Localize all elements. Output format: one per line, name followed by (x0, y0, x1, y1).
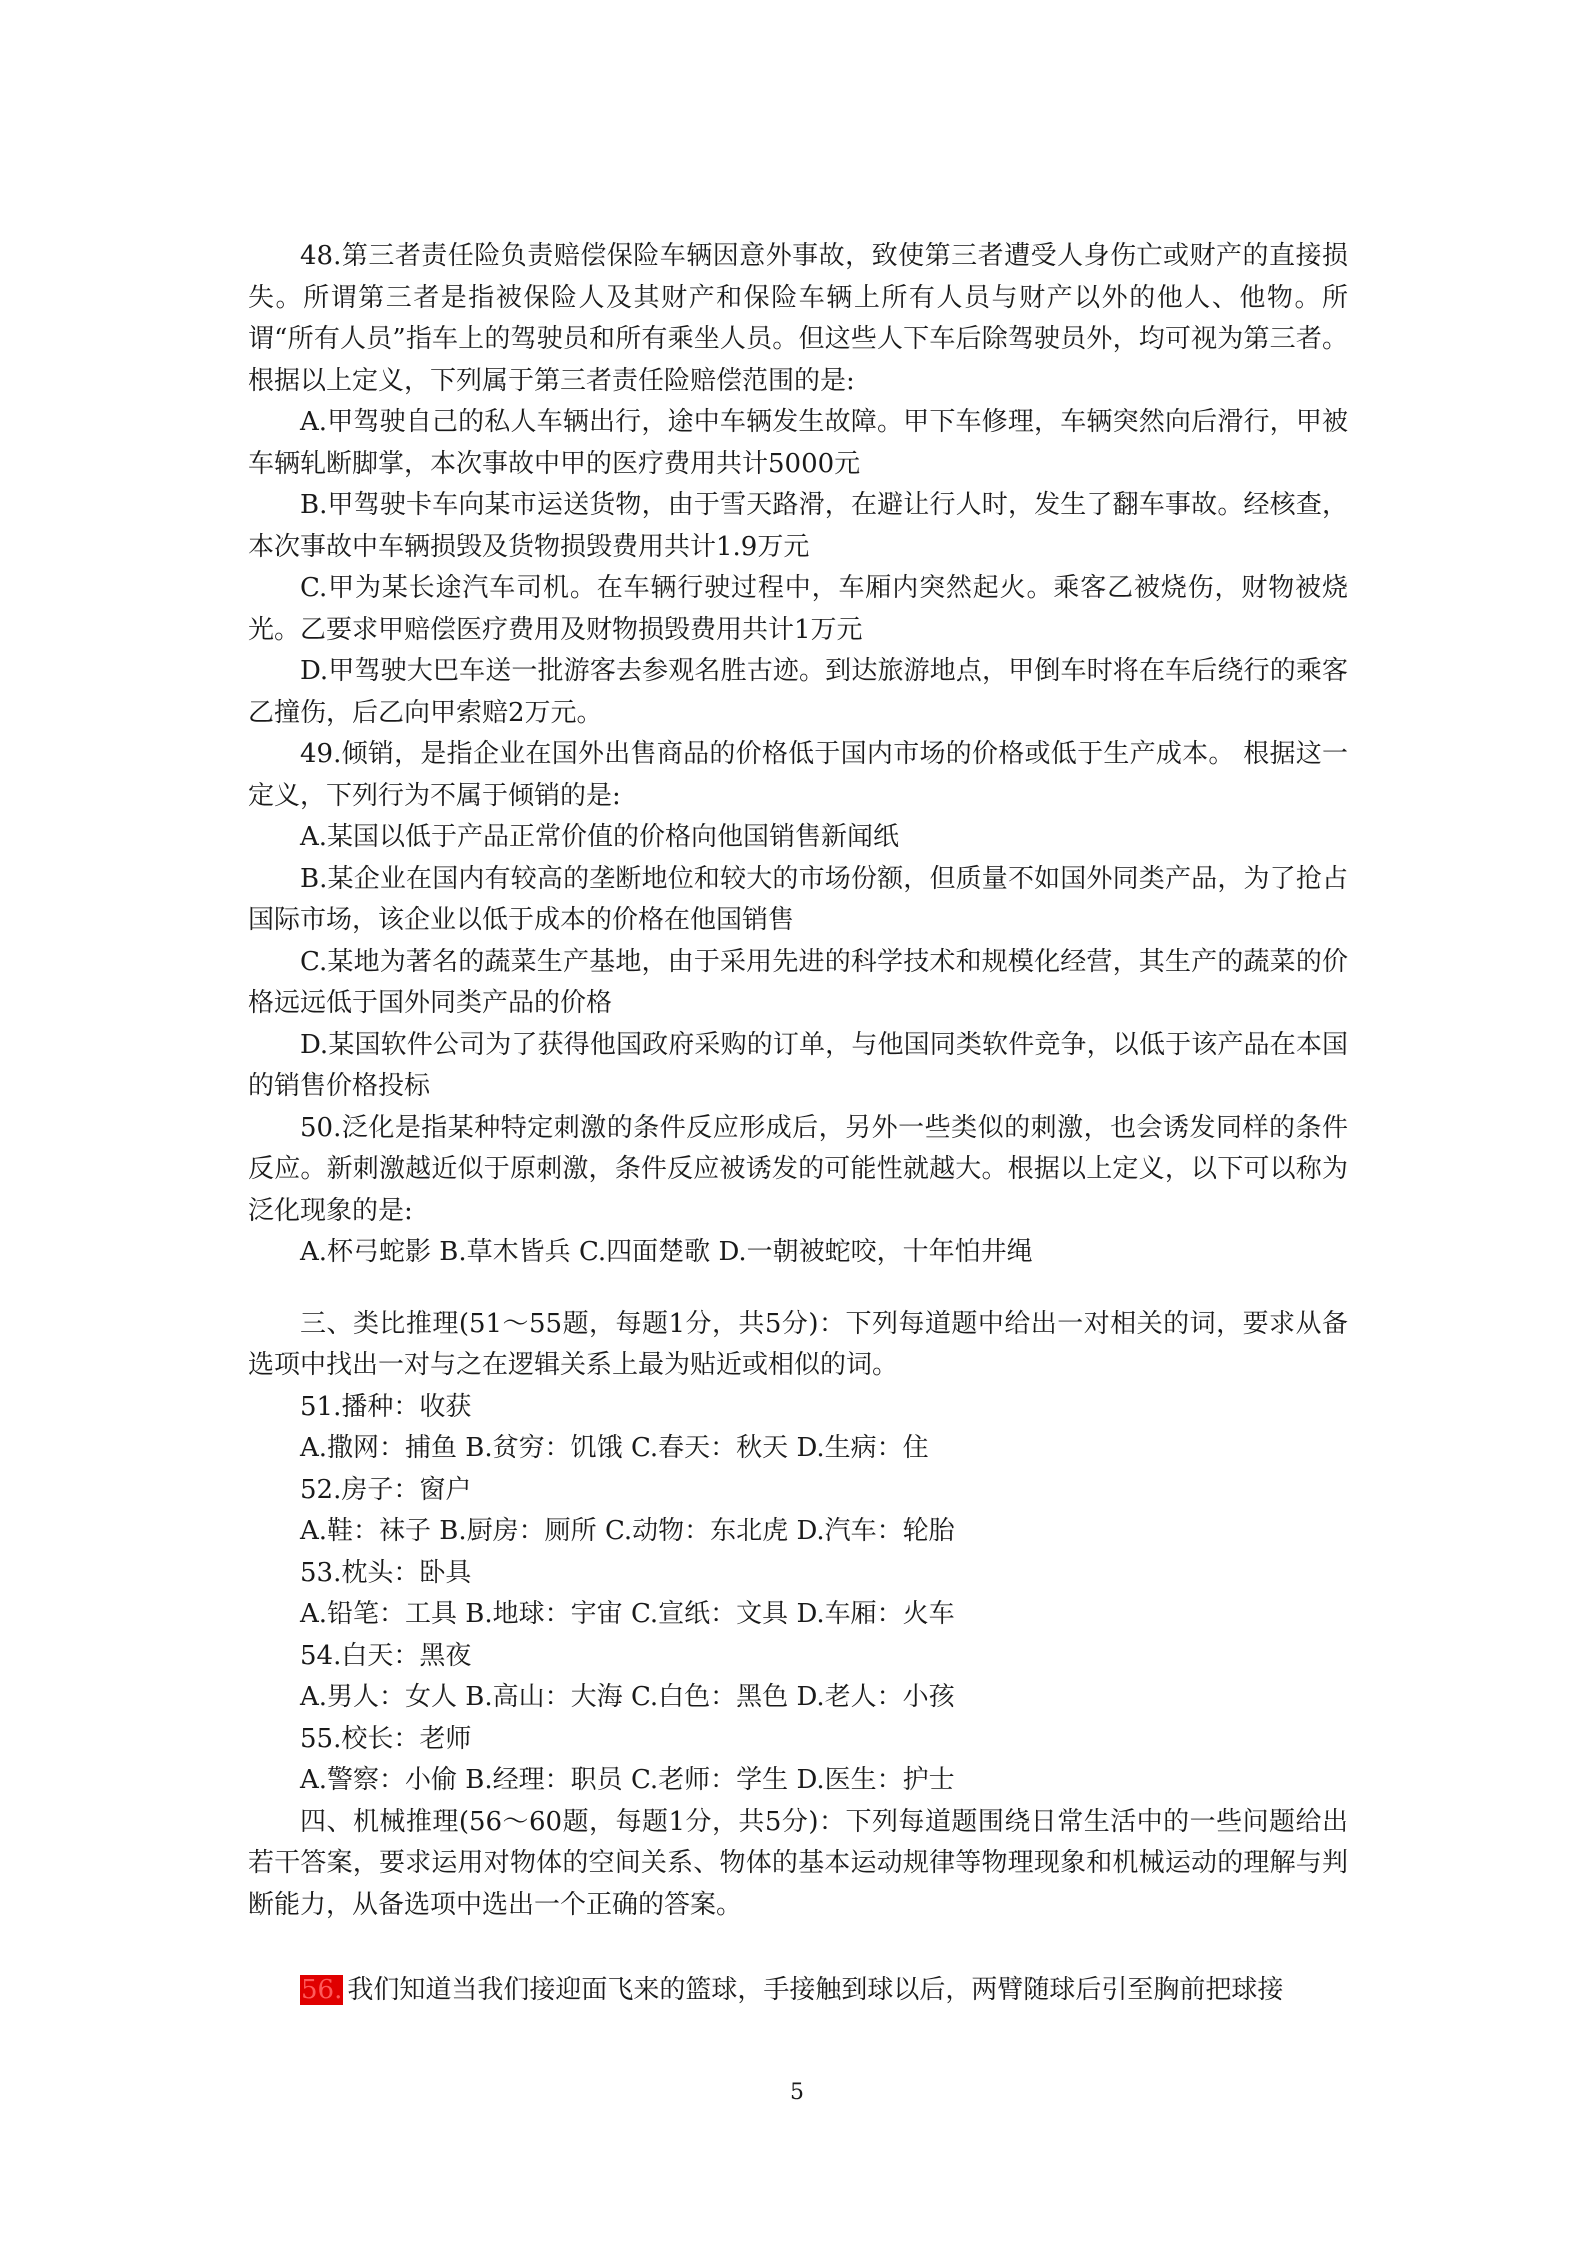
document-page (248, 236, 1348, 2012)
question-49-option-d: D.某国软件公司为了获得他国政府采购的订单，与他国同类软件竞争，以低于该产品在本国的销售价格投标 (248, 1029, 1348, 1101)
question-49-option-b: B.某企业在国内有较高的垄断地位和较大的市场份额，但质量不如国外同类产品，为了抢占国际市场，该企业以低于成本的价格在他国销售 (248, 863, 1348, 935)
section-spacer-2 (248, 1926, 1348, 1970)
question-49-stem: 49.倾销，是指企业在国外出售商品的价格低于国内市场的价格或低于生产成本。 根据这一定义，下列行为不属于倾销的是: (248, 739, 1348, 811)
question-51-stem: 51.播种：收获 (300, 1391, 472, 1422)
question-51-options: A.撒网：捕鱼 B.贫穷：饥饿 C.春天：秋天 D.生病：住 (300, 1433, 929, 1463)
question-48-option-a: A.甲驾驶自己的私人车辆出行，途中车辆发生故障。甲下车修理，车辆突然向后滑行，甲被车辆轧断脚掌，本次事故中甲的医疗费用共计5000元 (248, 407, 1348, 479)
question-50-stem: 50.泛化是指某种特定刺激的条件反应形成后，另外一些类似的刺激，也会诱发同样的条件反应。新刺激越近似于原刺激，条件反应被诱发的可能性就越大。根据以上定义，以下可以称为泛化现象的是: (248, 1112, 1348, 1226)
question-53-options: A.铅笔：工具 B.地球：宇宙 C.宣纸：文具 D.车厢：火车 (300, 1599, 955, 1629)
section-spacer (248, 1274, 1348, 1304)
page-number: 5 (790, 2080, 804, 2105)
question-55-stem: 55.校长：老师 (300, 1723, 472, 1754)
question-48-option-b: B.甲驾驶卡车向某市运送货物，由于雪天路滑，在避让行人时，发生了翻车事故。经核查，本次事故中车辆损毁及货物损毁费用共计1.9万元 (248, 490, 1348, 562)
section-4-heading: 四、机械推理(56～60题，每题1分，共5分)：下列每道题围绕日常生活中的一些问题给出若干答案，要求运用对物体的空间关系、物体的基本运动规律等物理现象和机械运动的理解与判断能力，从备选项中选出一个正确的答案。 (248, 1806, 1348, 1920)
question-54-options: A.男人：女人 B.高山：大海 C.白色：黑色 D.老人：小孩 (300, 1682, 955, 1712)
section-3-heading: 三、类比推理(51～55题，每题1分，共5分)：下列每道题中给出一对相关的词，要求从备选项中找出一对与之在逻辑关系上最为贴近或相似的词。 (248, 1308, 1348, 1380)
question-48-option-d: D.甲驾驶大巴车送一批游客去参观名胜古迹。到达旅游地点，甲倒车时将在车后绕行的乘客乙撞伤，后乙向甲索赔2万元。 (248, 656, 1348, 728)
question-52-options: A.鞋：袜子 B.厨房：厕所 C.动物：东北虎 D.汽车：轮胎 (300, 1516, 955, 1546)
question-52-stem: 52.房子：窗户 (300, 1474, 472, 1505)
question-49-option-a: A.某国以低于产品正常价值的价格向他国销售新闻纸 (300, 822, 900, 852)
question-49-option-c: C.某地为著名的蔬菜生产基地，由于采用先进的科学技术和规模化经营，其生产的蔬菜的价格远远低于国外同类产品的价格 (248, 946, 1348, 1018)
question-50-options: A.杯弓蛇影 B.草木皆兵 C.四面楚歌 D.一朝被蛇咬，十年怕井绳 (300, 1237, 1033, 1267)
question-53-stem: 53.枕头：卧具 (300, 1557, 472, 1588)
question-55-options: A.警察：小偷 B.经理：职员 C.老师：学生 D.医生：护士 (300, 1765, 955, 1795)
question-56-line (248, 1970, 1348, 2012)
question-56-text: 我们知道当我们接迎面飞来的篮球，手接触到球以后，两臂随球后引至胸前把球接 (347, 1975, 1284, 2005)
question-48-option-c: C.甲为某长途汽车司机。在车辆行驶过程中，车厢内突然起火。乘客乙被烧伤，财物被烧光。乙要求甲赔偿医疗费用及财物损毁费用共计1万元 (248, 573, 1348, 645)
question-48-stem: 48.第三者责任险负责赔偿保险车辆因意外事故，致使第三者遭受人身伤亡或财产的直接损失。所谓第三者是指被保险人及其财产和保险车辆上所有人员与财产以外的他人、他物。所谓“所有人员”指车上的驾驶员和所有乘坐人员。但这些人下车后除驾驶员外，均可视为第三者。根据以上定义，下列属于第三者责任险赔偿范围的是: (248, 241, 1348, 396)
question-54-stem: 54.白天：黑夜 (300, 1640, 472, 1671)
question-56-number-highlight: 56. (301, 1975, 343, 2005)
